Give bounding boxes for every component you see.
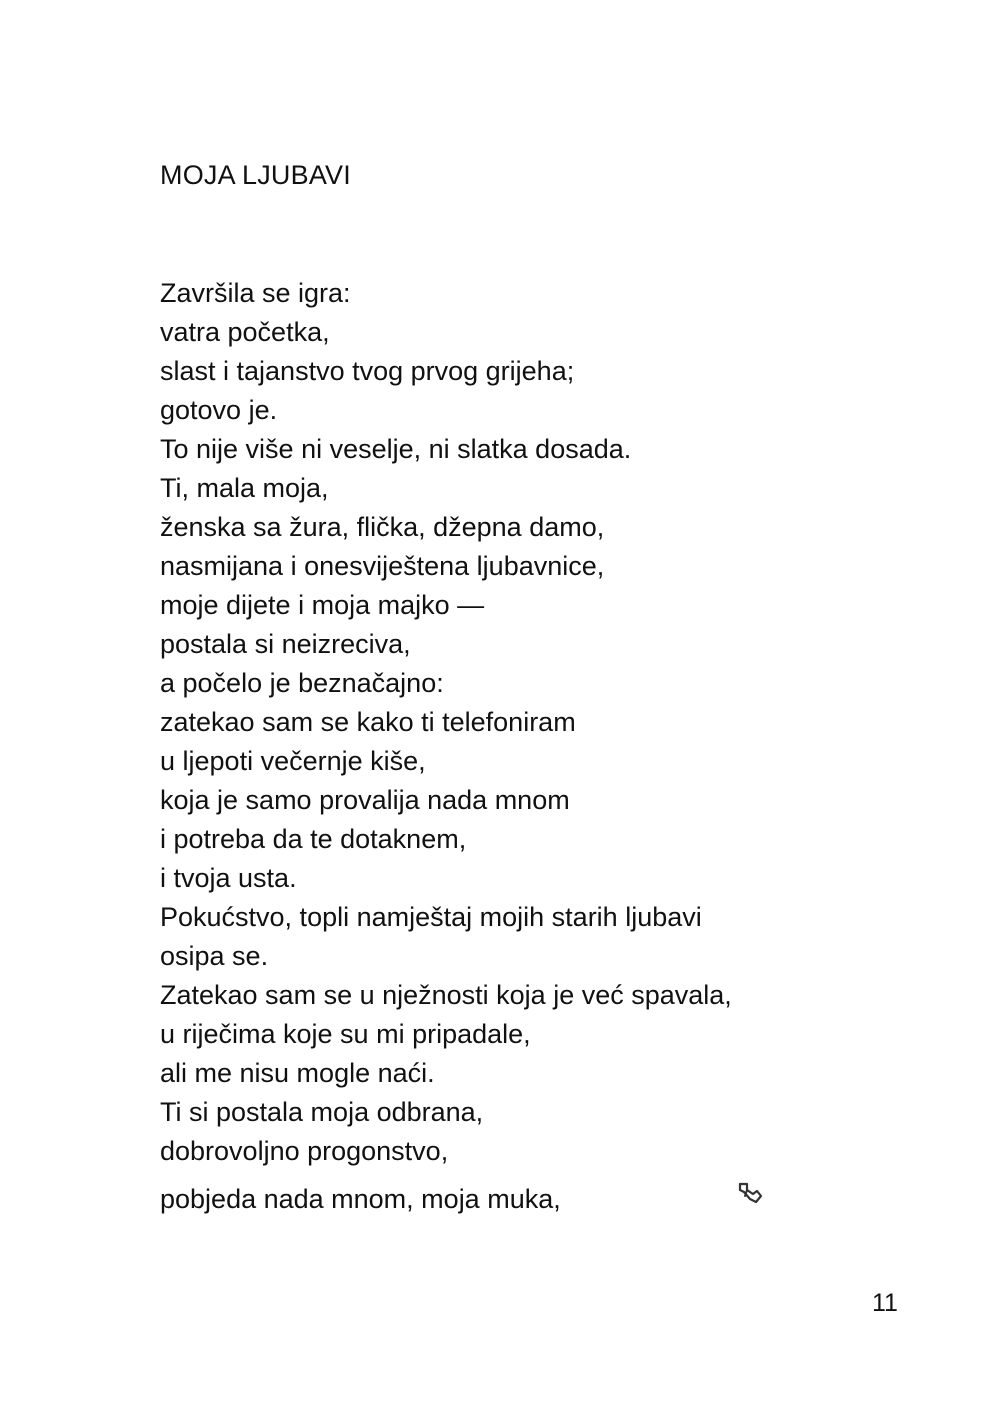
poem-line: Ti, mala moja, [160,473,329,503]
poem-line: nasmijana i onesviještena ljubavnice, [160,551,605,581]
poem-line: To nije više ni veselje, ni slatka dosada. [160,434,632,464]
poem-line: slast i tajanstvo tvog prvog grijeha; [160,356,575,386]
poem-body [160,274,732,1219]
poem-line: ženska sa žura, flička, džepna damo, [160,512,605,542]
poem-line: gotovo je. [160,395,278,425]
poem-title: MOJA LJUBAVI [160,160,351,190]
continuation-mark-icon [736,1178,766,1208]
page-number: 11 [872,1289,898,1317]
poem-line: koja je samo provalija nada mnom [160,785,570,815]
poem-line: i tvoja usta. [160,863,297,893]
poem-line: i potreba da te dotaknem, [160,824,467,854]
poem-line: Završila se igra: [160,278,351,308]
poem-line: u ljepoti večernje kiše, [160,746,426,776]
poem-line: a počelo je beznačajno: [160,668,444,698]
poem-line: vatra početka, [160,317,330,347]
poem-line: osipa se. [160,941,269,971]
poem-line: Zatekao sam se u nježnosti koja je već spavala, [160,980,732,1010]
poem-line: pobjeda nada mnom, moja muka, [160,1184,561,1214]
poem-line: Ti si postala moja odbrana, [160,1097,484,1127]
poem-line: zatekao sam se kako ti telefoniram [160,707,576,737]
poem-line: u riječima koje su mi pripadale, [160,1019,531,1049]
poem-line: Pokućstvo, topli namještaj mojih starih ljubavi [160,902,702,932]
poem-line: ali me nisu mogle naći. [160,1058,435,1088]
poem-line: dobrovoljno progonstvo, [160,1136,449,1166]
poem-line: moje dijete i moja majko — [160,590,485,620]
poem-line: postala si neizreciva, [160,629,411,659]
